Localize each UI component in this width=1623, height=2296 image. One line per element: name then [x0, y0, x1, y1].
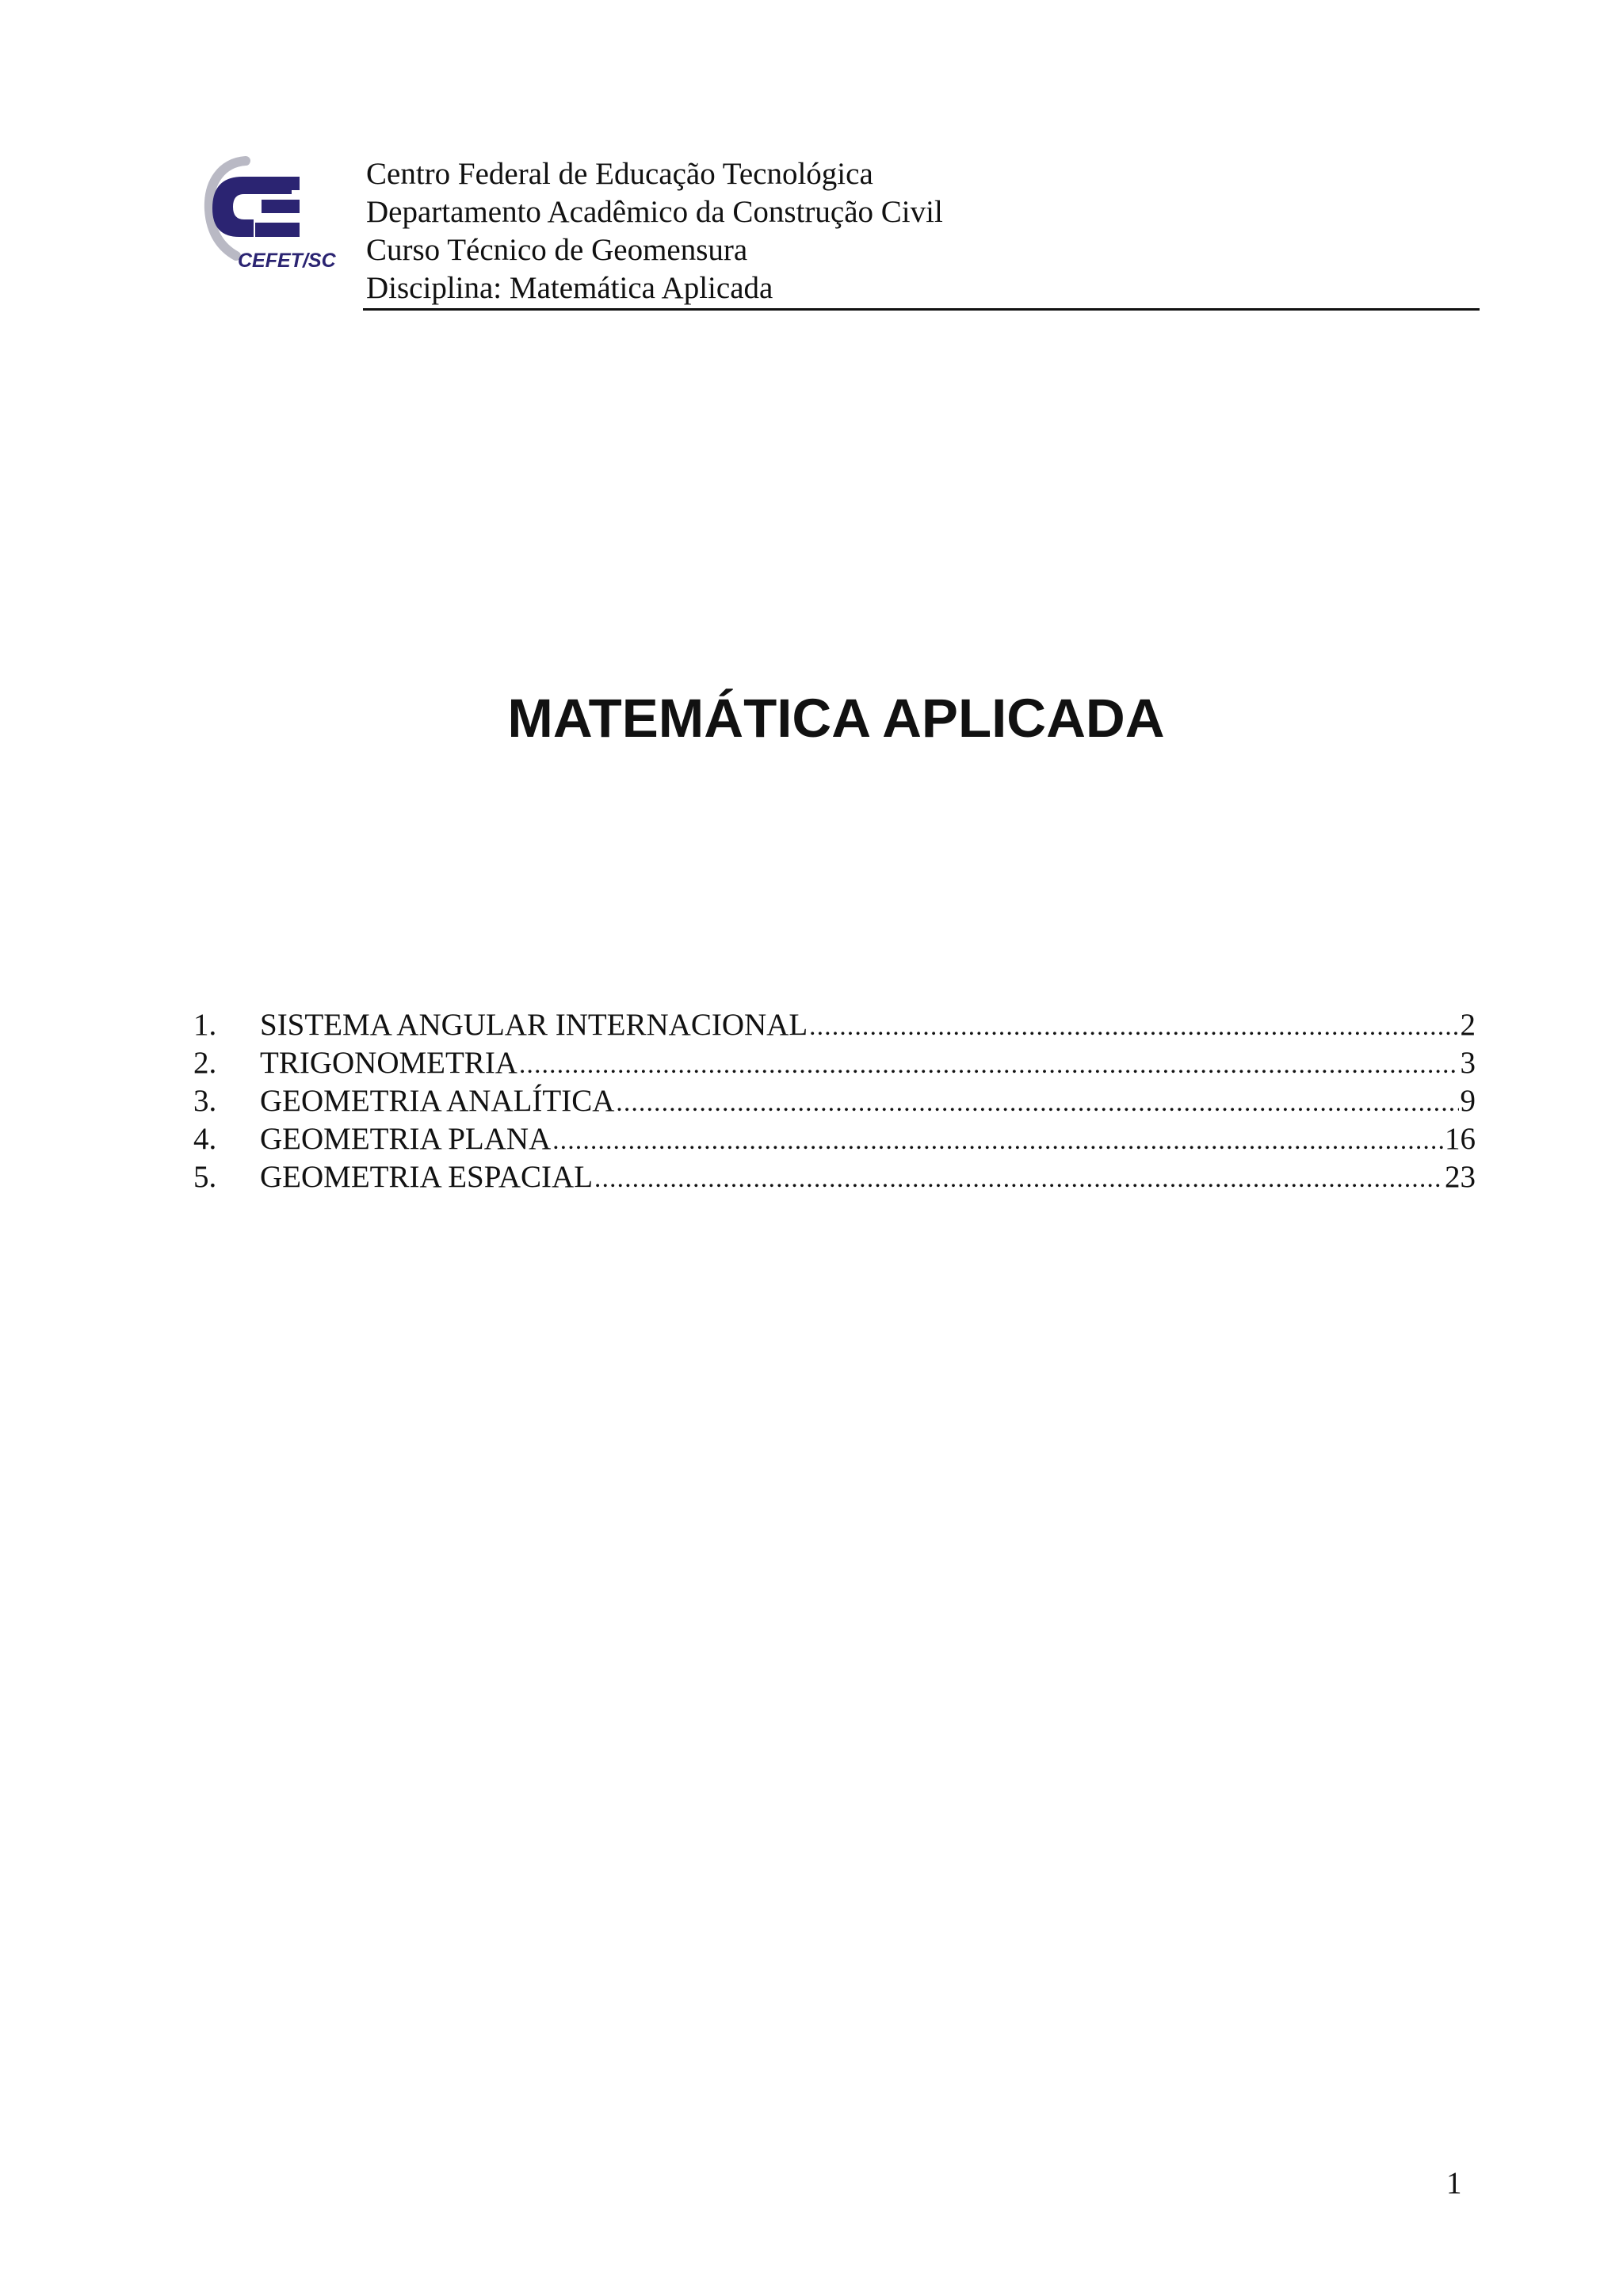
institution-header — [366, 155, 1476, 307]
toc-entry[interactable] — [193, 1158, 1476, 1196]
toc-entry[interactable] — [193, 1006, 1476, 1044]
toc-leader-dots — [616, 1084, 1458, 1122]
toc-entry-number: 1. — [193, 1008, 217, 1042]
toc-entry[interactable] — [193, 1120, 1476, 1158]
toc-entry-number: 3. — [193, 1084, 217, 1118]
toc-entry-label: SISTEMA ANGULAR INTERNACIONAL — [260, 1008, 808, 1042]
toc-entry-label: GEOMETRIA PLANA — [260, 1122, 552, 1156]
cefet-logo-graphic — [198, 147, 341, 281]
toc-entry-page: 3 — [1460, 1046, 1476, 1080]
toc-entry-page: 23 — [1445, 1160, 1476, 1194]
toc-entry-page: 16 — [1445, 1122, 1476, 1156]
toc-leader-dots — [594, 1160, 1443, 1198]
toc-leader-dots — [519, 1046, 1459, 1084]
document-title: MATEMÁTICA APLICADA — [507, 688, 1165, 749]
toc-entry-label: GEOMETRIA ESPACIAL — [260, 1160, 594, 1194]
toc-leader-dots — [552, 1122, 1443, 1160]
toc-entry-page: 9 — [1460, 1084, 1476, 1118]
toc-entry-number: 4. — [193, 1122, 217, 1156]
cefet-logo-icon — [198, 147, 341, 281]
institution-name: Centro Federal de Educação Tecnológica — [366, 157, 873, 191]
discipline-name: Disciplina: Matemática Aplicada — [366, 271, 773, 305]
logo-text: CEFET/SC — [238, 250, 336, 272]
table-of-contents — [193, 1006, 1476, 1196]
page-number: 1 — [1446, 2166, 1462, 2200]
toc-entry-page: 2 — [1460, 1008, 1476, 1042]
department-name: Departamento Acadêmico da Construção Civil — [366, 195, 943, 229]
toc-entry-label: TRIGONOMETRIA — [260, 1046, 517, 1080]
toc-entry-number: 5. — [193, 1160, 217, 1194]
toc-leader-dots — [809, 1008, 1458, 1046]
toc-entry[interactable] — [193, 1082, 1476, 1120]
toc-entry-number: 2. — [193, 1046, 217, 1080]
header-divider — [363, 308, 1480, 311]
toc-entry[interactable] — [193, 1044, 1476, 1082]
course-name: Curso Técnico de Geomensura — [366, 233, 748, 267]
toc-entry-label: GEOMETRIA ANALÍTICA — [260, 1084, 615, 1118]
